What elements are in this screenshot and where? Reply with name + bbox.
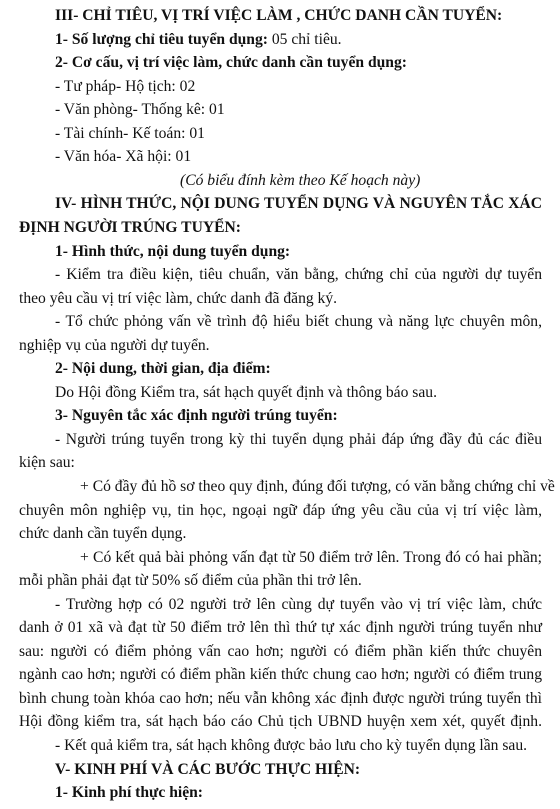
paragraph-line: + Có đầy đủ hồ sơ theo quy định, đúng đối tượng, có văn bằng chứng chỉ về [80, 477, 555, 495]
paragraph-line: kiện sau: [19, 454, 75, 472]
subsection-funding: 1- Kinh phí thực hiện: [55, 784, 204, 801]
position-item: - Văn hóa- Xã hội: 01 [55, 148, 192, 166]
section-4-heading: IV- HÌNH THỨC, NỘI DUNG TUYỂN DỤNG VÀ NGUYÊN TẮC XÁC [55, 195, 542, 213]
paragraph-line: Hội đồng kiểm tra, sát hạch báo cáo Chủ tịch UBND huyện xem xét, quyết định. [19, 713, 542, 731]
paragraph-line: theo yêu cầu vị trí việc làm, chức danh đã đăng ký. [19, 289, 338, 307]
subsection-time-place: 2- Nội dung, thời gian, địa điểm: [55, 360, 271, 378]
paragraph-line: - Tổ chức phỏng vấn về trình độ hiểu biết chung và năng lực chuyên môn, [55, 313, 542, 331]
position-item: - Tư pháp- Hộ tịch: 02 [55, 77, 196, 95]
structure-heading: 2- Cơ cấu, vị trí việc làm, chức danh cần tuyển dụng: [55, 54, 407, 72]
paragraph-line: - Người trúng tuyển trong kỳ thi tuyển dụng phải đáp ứng đầy đủ các điều [55, 430, 542, 448]
section-5-heading: V- KINH PHÍ VÀ CÁC BƯỚC THỰC HIỆN: [55, 760, 361, 778]
quota-value: 05 chỉ tiêu. [267, 30, 342, 48]
paragraph-line: chức danh cần tuyển dụng. [19, 525, 187, 542]
position-item: - Văn phòng- Thống kê: 01 [55, 101, 225, 119]
paragraph-line: bình chung toàn khóa cao hơn; nếu vẫn không xác định được người trúng tuyển thì [19, 689, 542, 707]
quota-line [55, 30, 342, 50]
paragraph-line: - Kiểm tra điều kiện, tiêu chuẩn, văn bằng, chứng chỉ của người dự tuyển [55, 266, 542, 283]
paragraph-line: nghiệp vụ của người dự tuyển. [19, 336, 210, 354]
paragraph-line: ngành cao hơn; người có điểm phần kiến thức chung cao hơn; người có điểm trung [19, 666, 542, 684]
section-3-heading: III- CHỈ TIÊU, VỊ TRÍ VIỆC LÀM , CHỨC DANH CẦN TUYỂN: [55, 7, 503, 24]
paragraph-line: - Trường hợp có 02 người trở lên cùng dự tuyển vào vị trí việc làm, chức [55, 595, 542, 613]
quota-label: 1- Số lượng chỉ tiêu tuyển dụng: [55, 30, 268, 48]
subsection-form-content: 1- Hình thức, nội dung tuyển dụng: [55, 242, 291, 260]
paragraph-line: + Có kết quả bài phỏng vấn đạt từ 50 điểm trở lên. Trong đó có hai phần; [80, 548, 542, 566]
position-item: - Tài chính- Kế toán: 01 [55, 124, 205, 142]
subsection-selection-rules: 3- Nguyên tắc xác định người trúng tuyển: [55, 407, 338, 425]
paragraph-line: danh ở 01 xã và đạt từ 50 điểm trở lên thì thứ tự xác định người trúng tuyển như [19, 619, 542, 637]
attachment-note: (Có biểu đính kèm theo Kế hoạch này) [180, 171, 421, 189]
paragraph-line: chuyên môn nghiệp vụ, tin học, ngoại ngữ đáp ứng yêu cầu của vị trí việc làm, [19, 501, 542, 519]
paragraph-line: - Kết quả kiểm tra, sát hạch không được bảo lưu cho kỳ tuyển dụng lần sau. [55, 736, 528, 754]
paragraph-line: mỗi phần phải đạt từ 50% số điểm của phần thi trở lên. [19, 572, 362, 590]
paragraph-line: sau: người có điểm phỏng vấn cao hơn; người có điểm phần kiến thức chuyên [19, 642, 542, 660]
section-4-heading-cont: ĐỊNH NGƯỜI TRÚNG TUYỂN: [19, 218, 241, 236]
paragraph-line: Do Hội đồng Kiểm tra, sát hạch quyết định và thông báo sau. [55, 383, 437, 401]
